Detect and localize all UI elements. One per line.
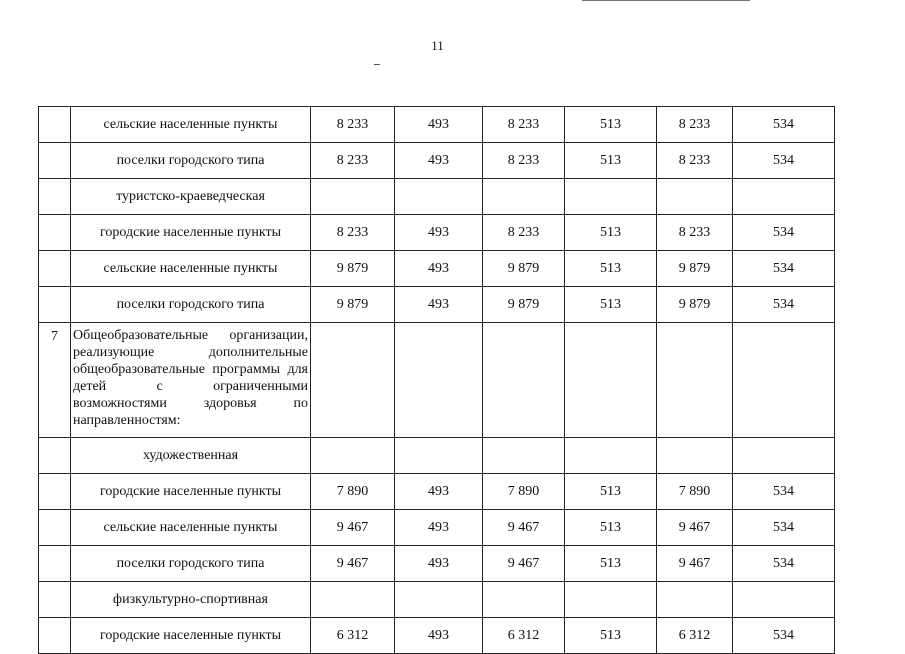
row-name-cell: городские населенные пункты (71, 474, 311, 510)
value-cell (733, 438, 835, 474)
row-name-cell: Общеобразовательные организации, реализующие дополнительные общеобразовательные программы для детей с ограниченными возможностями здоровья по направленностям: (71, 323, 311, 438)
value-cell: 9 467 (311, 510, 395, 546)
value-cell: 6 312 (657, 618, 733, 654)
row-number-cell (39, 107, 71, 143)
value-cell (483, 323, 565, 438)
value-cell: 513 (565, 251, 657, 287)
value-cell (311, 323, 395, 438)
scan-artifact-dot (374, 64, 380, 65)
value-cell (483, 179, 565, 215)
value-cell (395, 438, 483, 474)
table-row (39, 323, 835, 438)
table-row (39, 179, 835, 215)
value-cell: 8 233 (311, 215, 395, 251)
value-cell: 513 (565, 143, 657, 179)
value-cell: 9 467 (657, 546, 733, 582)
value-cell: 8 233 (657, 107, 733, 143)
value-cell (395, 179, 483, 215)
scan-artifact-line (582, 0, 750, 1)
row-number-cell (39, 510, 71, 546)
value-cell: 513 (565, 618, 657, 654)
row-name-cell: поселки городского типа (71, 287, 311, 323)
value-cell: 9 879 (657, 251, 733, 287)
value-cell (483, 438, 565, 474)
page-number: 11 (431, 38, 444, 53)
value-cell: 7 890 (483, 474, 565, 510)
value-cell: 9 879 (483, 287, 565, 323)
value-cell: 8 233 (483, 107, 565, 143)
value-cell: 493 (395, 143, 483, 179)
value-cell: 6 312 (311, 618, 395, 654)
value-cell: 8 233 (483, 143, 565, 179)
value-cell: 9 879 (483, 251, 565, 287)
row-name-cell: городские населенные пункты (71, 618, 311, 654)
value-cell: 513 (565, 474, 657, 510)
value-cell (657, 582, 733, 618)
table-body (39, 107, 835, 654)
row-name-cell: сельские населенные пункты (71, 251, 311, 287)
value-cell: 9 467 (483, 546, 565, 582)
row-number-cell: 7 (39, 323, 71, 438)
table-row (39, 215, 835, 251)
value-cell: 8 233 (311, 107, 395, 143)
table-row (39, 287, 835, 323)
row-name-cell: городские населенные пункты (71, 215, 311, 251)
row-number-cell (39, 546, 71, 582)
value-cell: 493 (395, 618, 483, 654)
value-cell: 7 890 (657, 474, 733, 510)
value-cell: 8 233 (657, 143, 733, 179)
row-number-cell (39, 179, 71, 215)
table-row (39, 251, 835, 287)
value-cell (733, 582, 835, 618)
row-number-cell (39, 474, 71, 510)
value-cell: 493 (395, 510, 483, 546)
value-cell (565, 582, 657, 618)
value-cell (395, 323, 483, 438)
value-cell (565, 323, 657, 438)
value-cell: 534 (733, 215, 835, 251)
value-cell (657, 438, 733, 474)
value-cell (311, 582, 395, 618)
value-cell: 513 (565, 107, 657, 143)
value-cell (733, 323, 835, 438)
row-name-cell: туристско-краеведческая (71, 179, 311, 215)
row-name-cell: художественная (71, 438, 311, 474)
value-cell: 534 (733, 287, 835, 323)
value-cell: 493 (395, 251, 483, 287)
value-cell: 534 (733, 510, 835, 546)
normatives-table (38, 106, 835, 654)
value-cell: 9 467 (311, 546, 395, 582)
table-row (39, 438, 835, 474)
value-cell: 8 233 (483, 215, 565, 251)
table-row (39, 618, 835, 654)
row-name-cell: сельские населенные пункты (71, 107, 311, 143)
value-cell (395, 582, 483, 618)
value-cell: 6 312 (483, 618, 565, 654)
value-cell: 493 (395, 215, 483, 251)
value-cell: 493 (395, 107, 483, 143)
table-row (39, 107, 835, 143)
row-number-cell (39, 287, 71, 323)
row-number-cell (39, 582, 71, 618)
value-cell: 534 (733, 546, 835, 582)
row-number-cell (39, 215, 71, 251)
value-cell: 513 (565, 546, 657, 582)
value-cell (311, 179, 395, 215)
value-cell (657, 179, 733, 215)
value-cell (565, 179, 657, 215)
table-row (39, 546, 835, 582)
table-row (39, 510, 835, 546)
value-cell: 493 (395, 546, 483, 582)
value-cell (565, 438, 657, 474)
value-cell: 534 (733, 474, 835, 510)
row-number-cell (39, 618, 71, 654)
value-cell: 493 (395, 287, 483, 323)
table-row (39, 582, 835, 618)
value-cell: 9 879 (311, 251, 395, 287)
row-number-cell (39, 143, 71, 179)
value-cell (311, 438, 395, 474)
value-cell: 8 233 (311, 143, 395, 179)
value-cell: 9 467 (657, 510, 733, 546)
value-cell: 493 (395, 474, 483, 510)
value-cell: 8 233 (657, 215, 733, 251)
table-row (39, 143, 835, 179)
row-number-cell (39, 251, 71, 287)
row-name-cell: физкультурно-спортивная (71, 582, 311, 618)
value-cell: 534 (733, 251, 835, 287)
value-cell: 534 (733, 143, 835, 179)
row-name-cell: поселки городского типа (71, 143, 311, 179)
table-row (39, 474, 835, 510)
row-name-cell: сельские населенные пункты (71, 510, 311, 546)
value-cell (657, 323, 733, 438)
value-cell: 9 879 (311, 287, 395, 323)
value-cell: 9 879 (657, 287, 733, 323)
value-cell: 513 (565, 287, 657, 323)
value-cell: 9 467 (483, 510, 565, 546)
row-name-cell: поселки городского типа (71, 546, 311, 582)
value-cell: 513 (565, 510, 657, 546)
value-cell: 7 890 (311, 474, 395, 510)
value-cell: 534 (733, 618, 835, 654)
row-number-cell (39, 438, 71, 474)
value-cell: 513 (565, 215, 657, 251)
value-cell (483, 582, 565, 618)
value-cell: 534 (733, 107, 835, 143)
value-cell (733, 179, 835, 215)
